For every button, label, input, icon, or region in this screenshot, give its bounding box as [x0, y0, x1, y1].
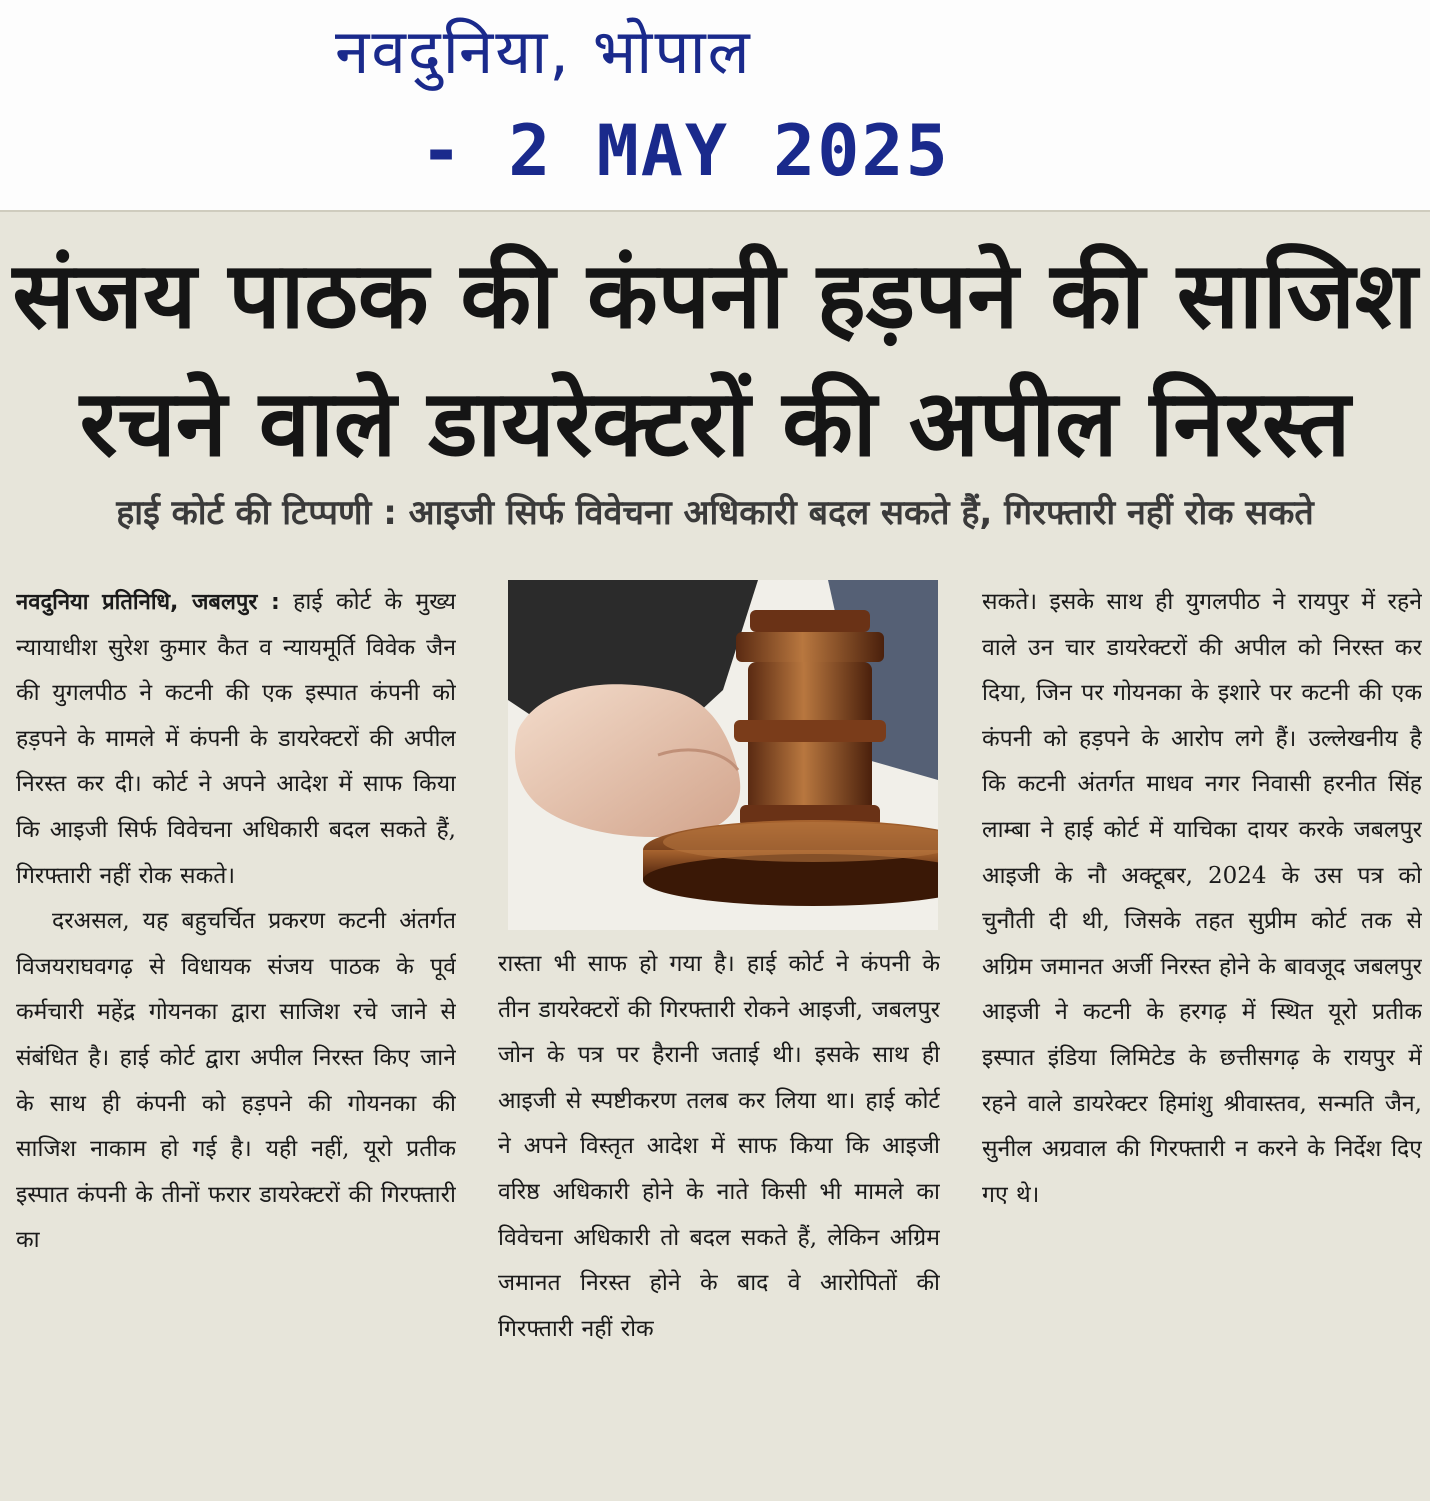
date-stamp [0, 0, 1430, 210]
article-column-1 [16, 580, 456, 1500]
stamp-newspaper-city: नवदुनिया, भोपाल [335, 15, 752, 88]
headline [0, 232, 1430, 488]
headline-line-2: रचने वाले डायरेक्टरों की अपील निरस्त [79, 370, 1351, 477]
column-3-paragraph-1: सकते। इसके साथ ही युगलपीठ ने रायपुर में रहने वाले उन चार डायरेक्टरों की अपील को निरस्त कर दिया, जिन पर गोयनका के इशारे पर कटनी की एक कंपनी को हड़पने के आरोप लगे हैं। उल्लेखनीय है कि कटनी अंतर्गत माधव नगर निवासी हरनीत सिंह लाम्बा ने हाई कोर्ट में याचिका दायर करके जबलपुर आइजी के नौ अक्टूबर, 2024 के उस पत्र को चुनौती दी थी, जिसके तहत सुप्रीम कोर्ट तक से अग्रिम जमानत अर्जी निरस्त होने के बावजूद जबलपुर आइजी ने कटनी के हरगढ़ में स्थित यूरो प्रतीक इस्पात इंडिया लिमिटेड के छत्तीसगढ़ के रायपुर में रहने वाले डायरेक्टर हिमांशु श्रीवास्तव, सन्मति जैन, सुनील अग्रवाल की गिरफ्तारी न करने के निर्देश दिए गए थे। [982, 589, 1422, 1208]
column-2-paragraph-1: रास्ता भी साफ हो गया है। हाई कोर्ट ने कंपनी के तीन डायरेक्टरों की गिरफ्तारी रोकने आइजी, जबलपुर जोन के पत्र पर हैरानी जताई थी। इसके साथ ही आइजी से स्पष्टीकरण तलब कर लिया था। हाई कोर्ट ने अपने विस्तृत आदेश में साफ किया कि आइजी वरिष्ठ अधिकारी होने के नाते किसी भी मामले का विवेचना अधिकारी तो बदल सकते हैं, लेकिन अग्रिम जमानत निरस्त होने के बाद वे आरोपितों की गिरफ्तारी नहीं रोक [498, 951, 940, 1342]
judge-gavel-icon [508, 580, 938, 930]
newspaper-clipping [0, 210, 1430, 1501]
article-column-3 [982, 580, 1422, 1500]
headline-line-1: संजय पाठक की कंपनी हड़पने की साजिश [12, 242, 1418, 349]
gavel-photo [508, 580, 938, 930]
byline: नवदुनिया प्रतिनिधि, जबलपुर : [16, 590, 280, 615]
column-1-paragraph-2: दरअसल, यह बहुचर्चित प्रकरण कटनी अंतर्गत विजयराघवगढ़ से विधायक संजय पाठक के पूर्व कर्मचारी महेंद्र गोयनका द्वारा साजिश रचे जाने से संबंधित है। हाई कोर्ट द्वारा अपील निरस्त किए जाने के साथ ही कंपनी को हड़पने की गोयनका की साजिश नाकाम हो गई है। यही नहीं, यूरो प्रतीक इस्पात कंपनी के तीनों फरार डायरेक्टरों की गिरफ्तारी का [16, 908, 456, 1254]
article-column-2 [498, 942, 940, 1502]
column-1-paragraph-1: हाई कोर्ट के मुख्य न्यायाधीश सुरेश कुमार कैत व न्यायमूर्ति विवेक जैन की युगलपीठ ने कटनी की एक इस्पात कंपनी को हड़पने के मामले में कंपनी के डायरेक्टरों की अपील निरस्त कर दी। कोर्ट ने अपने आदेश में साफ किया कि आइजी सिर्फ विवेचना अधिकारी बदल सकते हैं, गिरफ्तारी नहीं रोक सकते। [16, 589, 456, 889]
stamp-date: - 2 MAY 2025 [420, 110, 950, 192]
subheadline: हाई कोर्ट की टिप्पणी : आइजी सिर्फ विवेचना अधिकारी बदल सकते हैं, गिरफ्तारी नहीं रोक सकते [116, 493, 1314, 533]
